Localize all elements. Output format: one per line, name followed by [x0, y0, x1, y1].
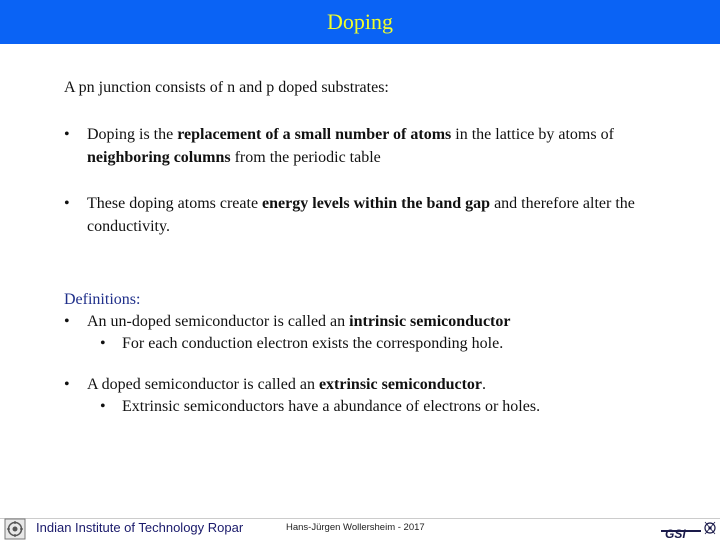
bullet1-text-1: Doping is the [87, 126, 178, 143]
bullet-dot: • [64, 126, 70, 143]
def1-bold-1: intrinsic semiconductor [349, 313, 511, 330]
footer-divider [0, 518, 720, 519]
footer-author: Hans-Jürgen Wollersheim - 2017 [286, 522, 425, 533]
bullet-dot: • [100, 398, 106, 415]
bullet-dot: • [64, 376, 70, 393]
gsi-logo-text: GSI [665, 527, 686, 540]
definitions-label: Definitions: [64, 291, 141, 308]
def2-text-2: . [482, 376, 487, 393]
bullet2-bold-1: energy levels within the band gap [262, 195, 491, 212]
bullet2-text-1: These doping atoms create [87, 195, 263, 212]
sub-bullet-intrinsic [100, 332, 503, 355]
bullet-body [87, 192, 664, 238]
bullet-energy-levels [64, 192, 664, 238]
bullet-body [87, 310, 664, 333]
def1-text-1: An un-doped semiconductor is called an [87, 313, 350, 330]
footer-institute: Indian Institute of Technology Ropar [36, 520, 244, 535]
sub-bullet-body: Extrinsic semiconductors have a abundance of electrons or holes. [122, 398, 541, 415]
slide-title: Doping [327, 9, 393, 34]
title-bar [0, 0, 720, 44]
gsi-logo-icon [660, 518, 718, 540]
bullet-intrinsic [64, 310, 664, 333]
bullet-doping-definition [64, 123, 664, 169]
bullet-dot: • [64, 313, 70, 330]
bullet1-bold-2: neighboring columns [87, 149, 231, 166]
bullet1-bold-1: replacement of a small number of atoms [177, 126, 452, 143]
bullet2-text-2: and therefore alter the conductivity. [87, 195, 635, 235]
bullet-dot: • [100, 335, 106, 352]
intro-text: A pn junction consists of n and p doped substrates: [64, 79, 389, 96]
bullet-body [87, 123, 664, 169]
bullet-body [87, 373, 664, 396]
bullet1-text-2: in the lattice by atoms of [451, 126, 614, 143]
def2-bold-1: extrinsic semiconductor [318, 376, 483, 393]
def2-text-1: A doped semiconductor is called an [87, 376, 319, 393]
bullet1-text-3: from the periodic table [230, 149, 381, 166]
sub-bullet-body: For each conduction electron exists the corresponding hole. [122, 335, 504, 352]
sub-bullet-extrinsic [100, 395, 540, 418]
bullet-extrinsic [64, 373, 664, 396]
footer [0, 512, 720, 540]
bullet-dot: • [64, 195, 70, 212]
institute-emblem-icon [4, 518, 26, 540]
